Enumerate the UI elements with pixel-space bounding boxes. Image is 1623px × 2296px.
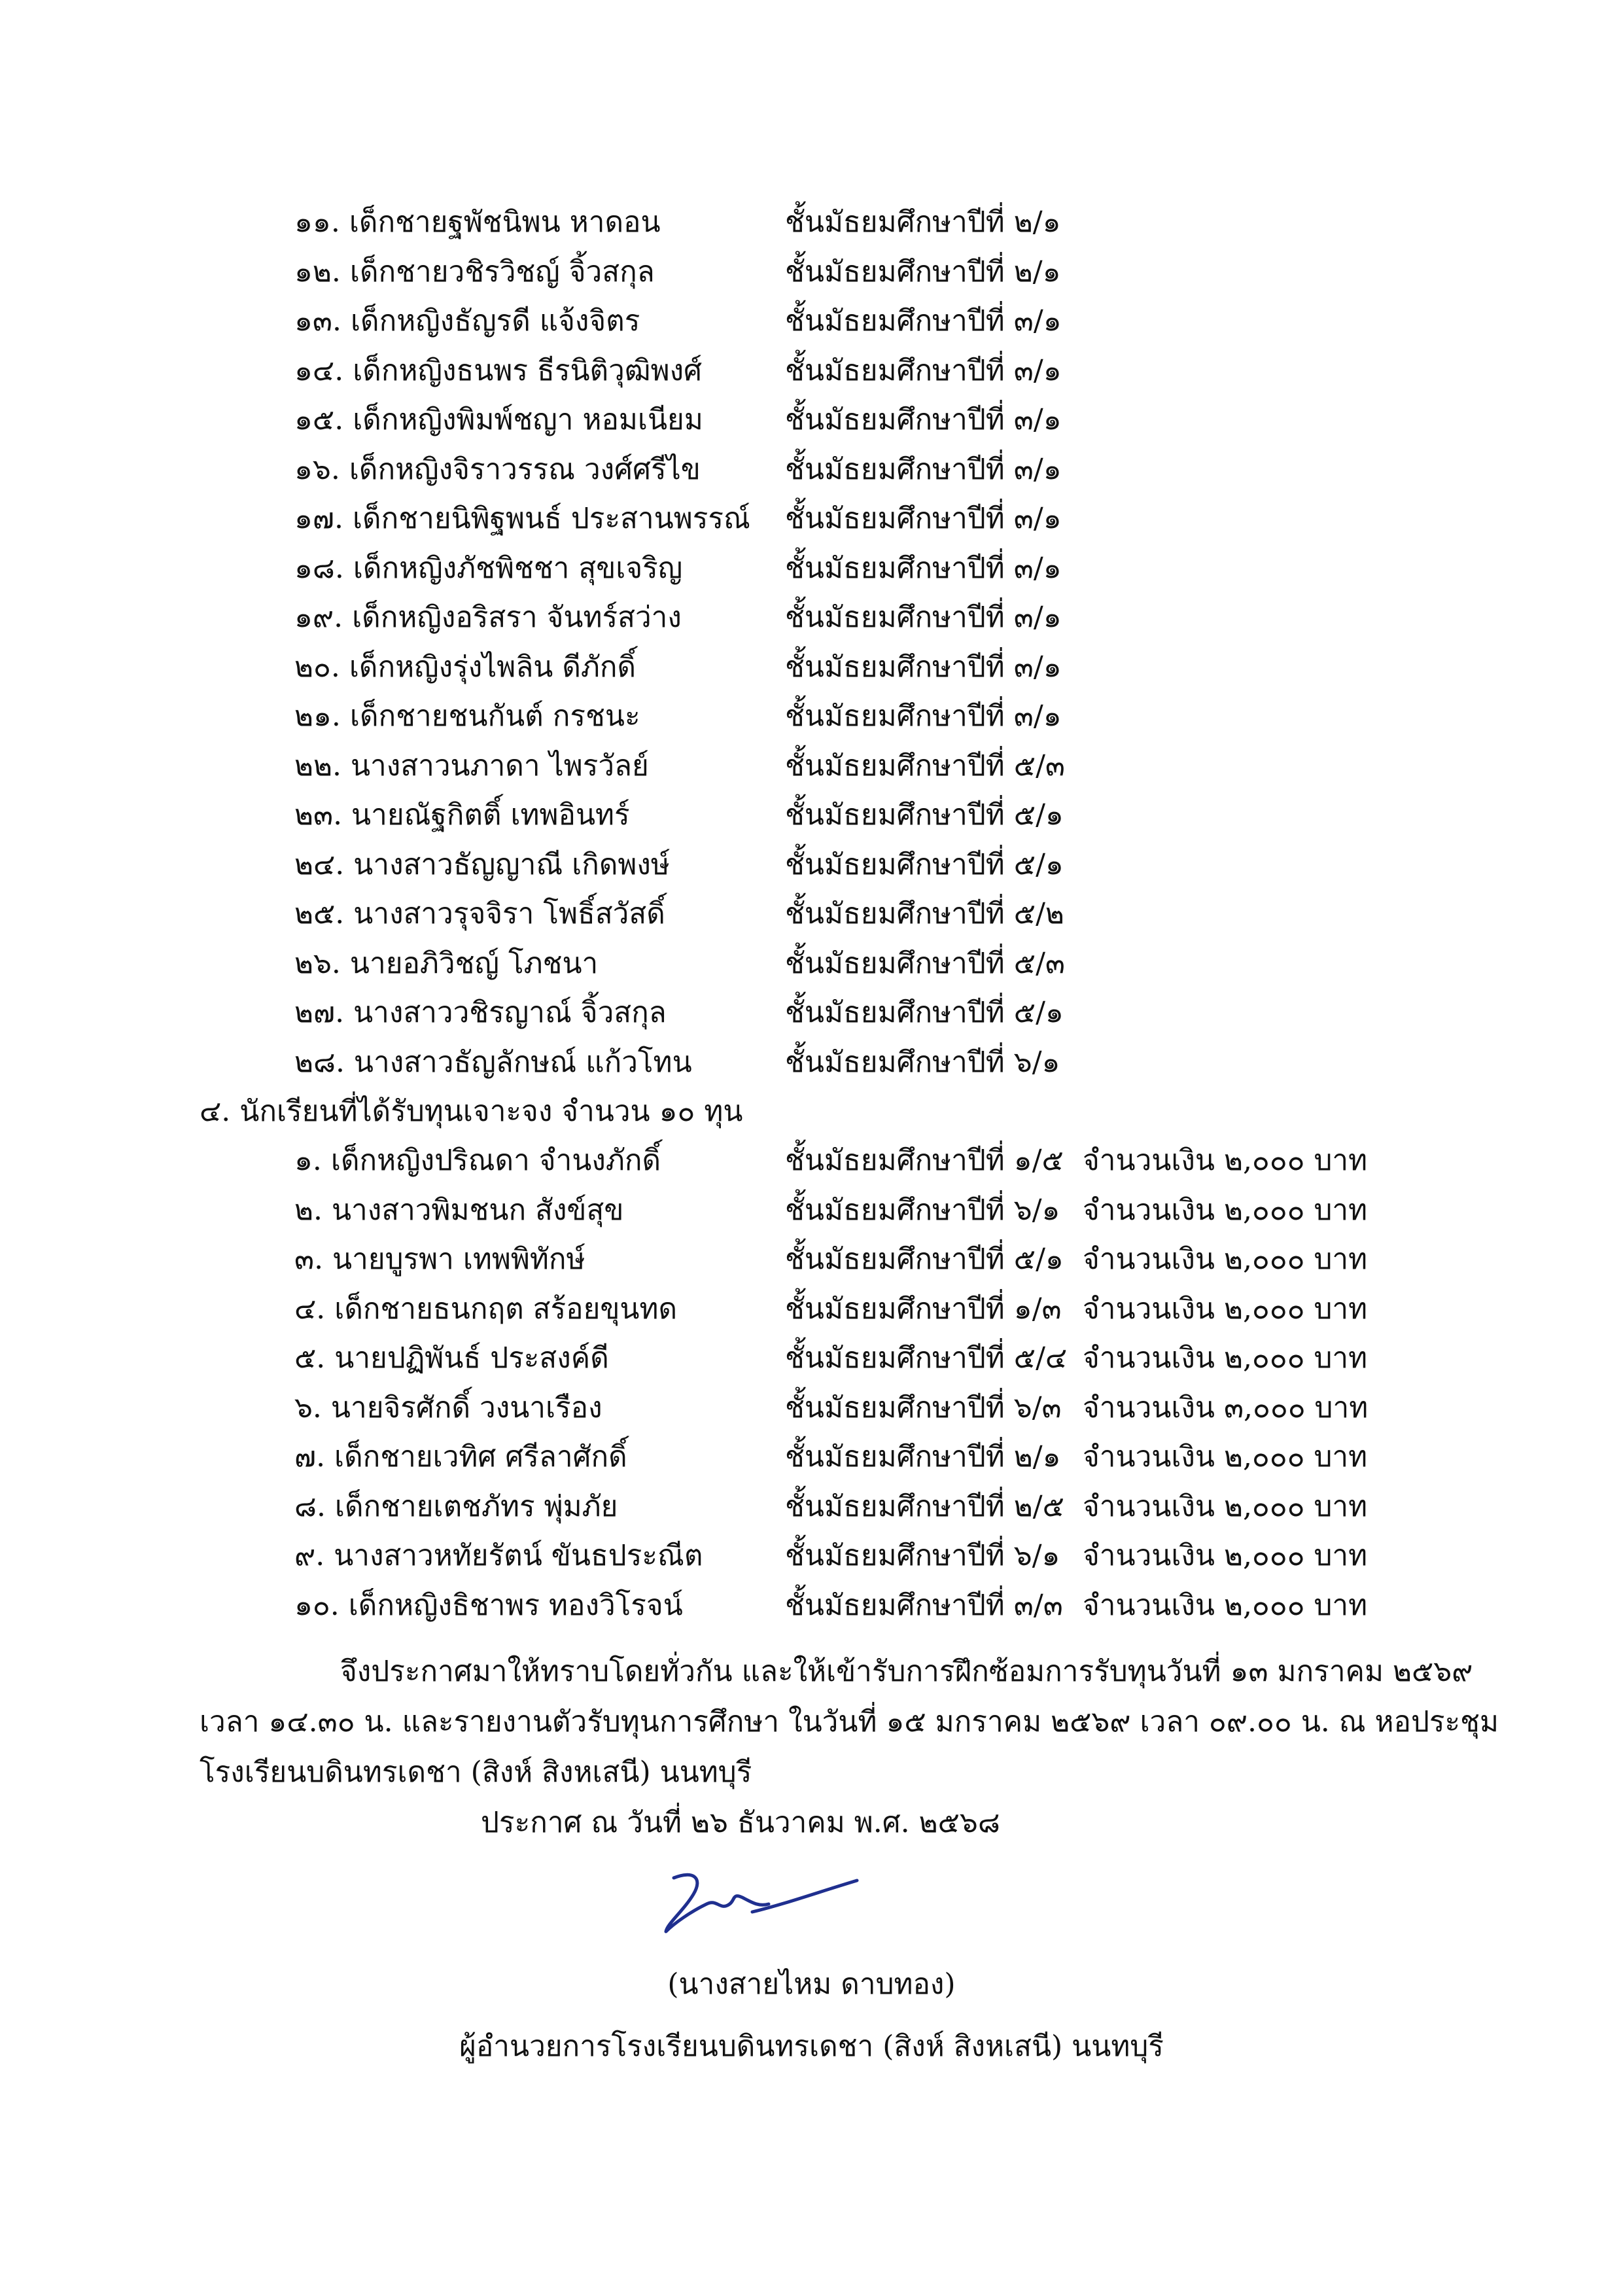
student-name: ๑๖. เด็กหญิงจิราวรรณ วงศ์ศรีไข xyxy=(294,452,701,486)
student-class: ชั้นมัธยมศึกษาปีที่ ๖/๑ xyxy=(785,1045,1060,1079)
student-name: ๑๙. เด็กหญิงอริสรา จันทร์สว่าง xyxy=(294,601,682,634)
student-class: ชั้นมัธยมศึกษาปีที่ ๕/๓ xyxy=(785,749,1065,783)
scholarship-amount: จำนวนเงิน ๓,๐๐๐ บาท xyxy=(1083,1390,1369,1424)
student-name: ๒. นางสาวพิมชนก สังข์สุข xyxy=(294,1193,624,1227)
student-name: ๒๒. นางสาวนภาดา ไพรวัลย์ xyxy=(294,749,649,783)
student-class: ชั้นมัธยมศึกษาปีที่ ๓/๑ xyxy=(785,304,1062,338)
student-name: ๑๒. เด็กชายวชิรวิชญ์ จิ้วสกุล xyxy=(294,255,655,289)
student-name: ๒๓. นายณัฐกิตติ์ เทพอินทร์ xyxy=(294,798,630,832)
student-name: ๒๑. เด็กชายชนกันต์ กรชนะ xyxy=(294,699,640,733)
student-name: ๒๖. นายอภิวิชญ์ โภชนา xyxy=(294,946,599,980)
student-class: ชั้นมัธยมศึกษาปีที่ ๓/๑ xyxy=(785,353,1062,387)
announcement-line-1: จึงประกาศมาให้ทราบโดยทั่วกัน และให้เข้ารับการฝึกซ้อมการรับทุนวันที่ ๑๓ มกราคม ๒๕๖๙ xyxy=(340,1655,1473,1688)
student-class: ชั้นมัธยมศึกษาปีที่ ๕/๑ xyxy=(785,1243,1064,1276)
student-name: ๒๐. เด็กหญิงรุ่งไพลิน ดีภักดิ์ xyxy=(294,650,637,684)
student-name: ๒๘. นางสาวธัญลักษณ์ แก้วโทน xyxy=(294,1045,692,1079)
student-class: ชั้นมัธยมศึกษาปีที่ ๓/๑ xyxy=(785,601,1062,634)
student-class: ชั้นมัธยมศึกษาปีที่ ๓/๑ xyxy=(785,452,1062,486)
student-class: ชั้นมัธยมศึกษาปีที่ ๑/๕ xyxy=(785,1144,1064,1177)
student-class: ชั้นมัธยมศึกษาปีที่ ๕/๑ xyxy=(785,847,1064,881)
student-name: ๑๕. เด็กหญิงพิมพ์ชญา หอมเนียม xyxy=(294,403,703,436)
student-class: ชั้นมัธยมศึกษาปีที่ ๖/๑ xyxy=(785,1193,1060,1227)
student-class: ชั้นมัธยมศึกษาปีที่ ๑/๓ xyxy=(785,1292,1062,1326)
student-class: ชั้นมัธยมศึกษาปีที่ ๕/๔ xyxy=(785,1341,1068,1375)
announcement-date: ประกาศ ณ วันที่ ๒๖ ธันวาคม พ.ศ. ๒๕๖๘ xyxy=(481,1806,1000,1839)
announcement-line-3: โรงเรียนบดินทรเดชา (สิงห์ สิงหเสนี) นนทบุรี xyxy=(200,1756,752,1789)
signature-underline xyxy=(752,1881,857,1912)
student-name: ๑๗. เด็กชายนิพิฐพนธ์ ประสานพรรณ์ xyxy=(294,502,750,535)
student-name: ๒๕. นางสาวรุจจิรา โพธิ์สวัสดิ์ xyxy=(294,897,665,930)
student-class: ชั้นมัธยมศึกษาปีที่ ๕/๓ xyxy=(785,946,1065,980)
student-class: ชั้นมัธยมศึกษาปีที่ ๓/๑ xyxy=(785,699,1062,733)
student-name: ๑๓. เด็กหญิงธัญรดี แจ้งจิตร xyxy=(294,304,640,338)
student-name: ๑๘. เด็กหญิงภัชพิชชา สุขเจริญ xyxy=(294,551,683,585)
signer-position: ผู้อำนวยการโรงเรียนบดินทรเดชา (สิงห์ สิงหเสนี) นนทบุรี xyxy=(459,2030,1164,2063)
student-class: ชั้นมัธยมศึกษาปีที่ ๓/๑ xyxy=(785,403,1062,436)
section-heading: ๔. นักเรียนที่ได้รับทุนเจาะจง จำนวน ๑๐ ทุน xyxy=(200,1095,743,1128)
student-name: ๓. นายบูรพา เทพพิทักษ์ xyxy=(294,1243,585,1276)
student-class: ชั้นมัธยมศึกษาปีที่ ๖/๑ xyxy=(785,1539,1060,1572)
student-class: ชั้นมัธยมศึกษาปีที่ ๓/๑ xyxy=(785,551,1062,585)
signer-name: (นางสายไหม ดาบทอง) xyxy=(667,1968,956,2001)
student-class: ชั้นมัธยมศึกษาปีที่ ๒/๑ xyxy=(785,1440,1061,1474)
scholarship-amount: จำนวนเงิน ๒,๐๐๐ บาท xyxy=(1083,1292,1368,1326)
student-name: ๒๗. นางสาววชิรญาณ์ จิ้วสกุล xyxy=(294,996,667,1029)
student-class: ชั้นมัธยมศึกษาปีที่ ๕/๑ xyxy=(785,996,1064,1029)
scholarship-amount: จำนวนเงิน ๒,๐๐๐ บาท xyxy=(1083,1489,1368,1523)
scholarship-amount: จำนวนเงิน ๒,๐๐๐ บาท xyxy=(1083,1440,1368,1474)
student-name: ๙. นางสาวหทัยรัตน์ ขันธประณีต xyxy=(294,1539,703,1572)
signature-stroke xyxy=(666,1875,769,1932)
scholarship-amount: จำนวนเงิน ๒,๐๐๐ บาท xyxy=(1083,1144,1368,1177)
scholarship-amount: จำนวนเงิน ๒,๐๐๐ บาท xyxy=(1083,1341,1368,1375)
student-class: ชั้นมัธยมศึกษาปีที่ ๕/๑ xyxy=(785,798,1064,832)
student-name: ๕. นายปฏิพันธ์ ประสงค์ดี xyxy=(294,1341,609,1375)
student-class: ชั้นมัธยมศึกษาปีที่ ๓/๓ xyxy=(785,1588,1063,1622)
student-class: ชั้นมัธยมศึกษาปีที่ ๒/๑ xyxy=(785,205,1061,239)
scholarship-amount: จำนวนเงิน ๒,๐๐๐ บาท xyxy=(1083,1539,1368,1572)
student-class: ชั้นมัธยมศึกษาปีที่ ๒/๕ xyxy=(785,1489,1064,1523)
student-class: ชั้นมัธยมศึกษาปีที่ ๒/๑ xyxy=(785,255,1061,289)
scholarship-amount: จำนวนเงิน ๒,๐๐๐ บาท xyxy=(1083,1193,1368,1227)
student-class: ชั้นมัธยมศึกษาปีที่ ๓/๑ xyxy=(785,650,1062,684)
student-class: ชั้นมัธยมศึกษาปีที่ ๖/๓ xyxy=(785,1390,1062,1424)
student-name: ๑๑. เด็กชายฐพัชนิพน หาดอน xyxy=(294,205,661,239)
student-class: ชั้นมัธยมศึกษาปีที่ ๓/๑ xyxy=(785,502,1062,535)
student-name: ๒๔. นางสาวธัญญาณี เกิดพงษ์ xyxy=(294,847,670,881)
student-class: ชั้นมัธยมศึกษาปีที่ ๕/๒ xyxy=(785,897,1064,930)
student-name: ๑. เด็กหญิงปริณดา จำนงภักดิ์ xyxy=(294,1144,661,1177)
scholarship-amount: จำนวนเงิน ๒,๐๐๐ บาท xyxy=(1083,1588,1368,1622)
signature-image xyxy=(654,1858,870,1943)
announcement-line-2: เวลา ๑๔.๓๐ น. และรายงานตัวรับทุนการศึกษา ในวันที่ ๑๕ มกราคม ๒๕๖๙ เวลา ๐๙.๐๐ น. ณ หอประชุม xyxy=(200,1705,1499,1739)
student-name: ๑๐. เด็กหญิงธิชาพร ทองวิโรจน์ xyxy=(294,1588,683,1622)
student-name: ๗. เด็กชายเวทิศ ศรีลาศักดิ์ xyxy=(294,1440,627,1474)
student-name: ๔. เด็กชายธนกฤต สร้อยขุนทด xyxy=(294,1292,678,1326)
student-name: ๑๔. เด็กหญิงธนพร ธีรนิติวุฒิพงศ์ xyxy=(294,353,703,387)
scholarship-amount: จำนวนเงิน ๒,๐๐๐ บาท xyxy=(1083,1243,1368,1276)
student-name: ๘. เด็กชายเตชภัทร พุ่มภัย xyxy=(294,1489,618,1523)
student-name: ๖. นายจิรศักดิ์ วงนาเรือง xyxy=(294,1390,602,1424)
